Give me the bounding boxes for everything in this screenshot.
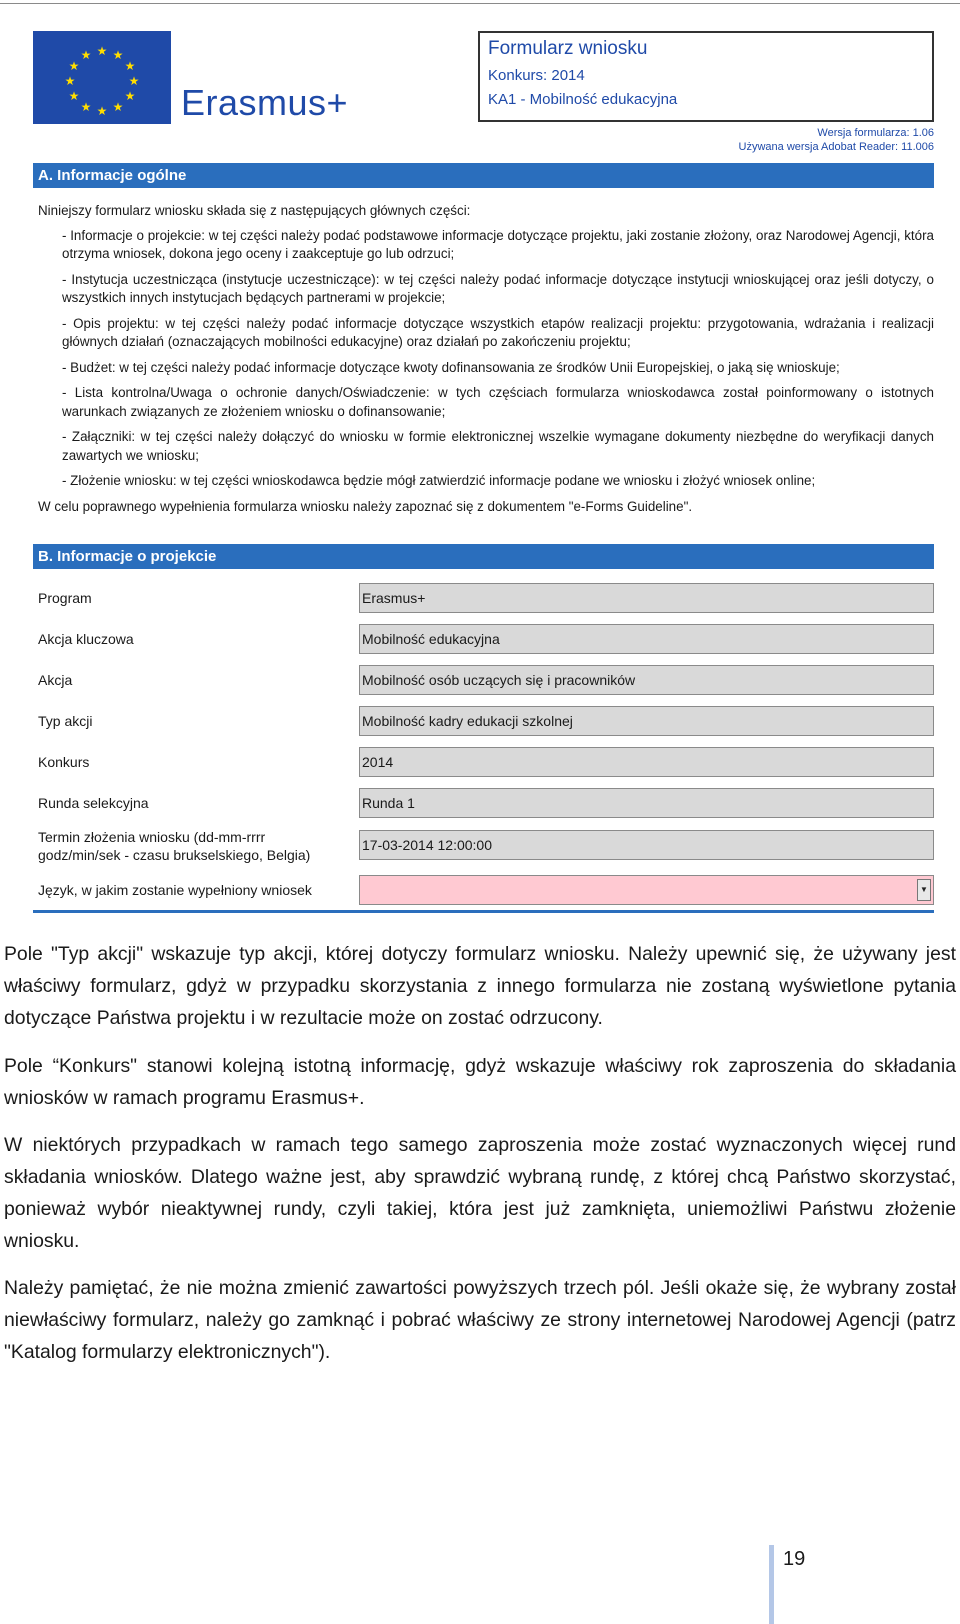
svg-text:★: ★ <box>80 48 92 62</box>
section-a-item: - Budżet: w tej części należy podać informacje dotyczące kwoty dofinansowania ze środków Unii Europejskiej, o jaką się wnioskuje; <box>62 359 840 375</box>
action-field[interactable]: Mobilność osób uczących się i pracowników <box>359 665 934 695</box>
page-number: 19 <box>783 1548 806 1570</box>
form-bottom-rule <box>33 910 934 913</box>
body-paragraph: Pole "Typ akcji" wskazuje typ akcji, której dotyczy formularz wniosku. Należy upewnić się, że używany jest właściwy formularz, gdyż w przypadku skorzystania z innego formularza nie zostaną wyświetlone pytania dotyczące Państwa projektu i w rezultacie może on zostać odrzucony. <box>4 943 956 1029</box>
program-field[interactable]: Erasmus+ <box>359 583 934 613</box>
key-action-field[interactable]: Mobilność edukacyjna <box>359 624 934 654</box>
action-line: KA1 - Mobilność edukacyjna <box>488 91 678 108</box>
field-label: Akcja kluczowa <box>38 631 134 647</box>
field-label: Język, w jakim zostanie wypełniony wniosek <box>38 882 312 898</box>
deadline-field[interactable]: 17-03-2014 12:00:00 <box>359 830 934 860</box>
section-a-item: - Informacje o projekcie: w tej części należy podać podstawowe informacje dotyczące projektu, jaki zostanie złożony, oraz Narodowej Agencji, która otrzyma wniosek, dokona jego oceny i zaakceptuje go lub odrzuci; <box>62 227 934 261</box>
section-a-content <box>38 202 934 516</box>
form-title: Formularz wniosku <box>488 38 648 59</box>
body-paragraph: Należy pamiętać, że nie można zmienić zawartości powyższych trzech pól. Jeśli okaże się, że wybrany został niewłaściwy formularz, należy go zamknąć i pobrać właściwy ze strony internetowej Narodowej Agencji (patrz "Katalog formularzy elektronicznych"). <box>4 1277 956 1363</box>
svg-text:★: ★ <box>64 74 76 88</box>
svg-text:★: ★ <box>80 100 92 114</box>
section-a-item: - Złożenie wniosku: w tej części wnioskodawca będzie mógł zatwierdzić informacje podane we wniosku i złożyć wniosek online; <box>62 473 816 488</box>
field-label: Akcja <box>38 672 73 688</box>
section-b-header: B. Informacje o projekcie <box>33 544 934 569</box>
body-paragraph: Pole “Konkurs" stanowi kolejną istotną informację, gdyż wskazuje właściwy rok zaproszenia do składania wniosków w ramach programu Erasmus+. <box>4 1055 956 1109</box>
field-label: Typ akcji <box>38 713 93 729</box>
contest-field[interactable]: 2014 <box>359 747 934 777</box>
svg-text:★: ★ <box>124 89 136 103</box>
round-field[interactable]: Runda 1 <box>359 788 934 818</box>
section-a-intro: Niniejszy formularz wniosku składa się z następujących głównych części: <box>38 203 471 218</box>
section-a-item: - Opis projektu: w tej części należy podać informacje dotyczące wszystkich etapów realizacji projektu: przygotowania, wdrażania i realizacji głównych działań (oznaczających mobilności edukacyjne) oraz działań po zakończeniu projektu; <box>62 315 934 349</box>
field-label: Termin złożenia wniosku (dd-mm-rrrr godz/min/sek - czasu brukselskiego, Belgia) <box>38 829 311 863</box>
svg-text:★: ★ <box>112 48 124 62</box>
section-a-item: - Lista kontrolna/Uwaga o ochronie danych/Oświadczenie: w tych częściach formularza wnioskodawca został poinformowany o istotnych warunkach związanych ze złożeniem wniosku o dofinansowanie; <box>62 385 934 419</box>
erasmus-logo-text: Erasmus+ <box>181 82 349 123</box>
field-label: Konkurs <box>38 754 90 770</box>
svg-text:★: ★ <box>96 104 108 118</box>
contest-line: Konkurs: 2014 <box>488 67 585 84</box>
section-a-item: - Załączniki: w tej części należy dołączyć do wniosku w formie elektronicznej wszelkie wymagane dokumenty niezbędne do weryfikacji danych zawartych we wniosku; <box>62 429 934 463</box>
svg-text:★: ★ <box>124 59 136 73</box>
language-select[interactable] <box>359 875 934 905</box>
svg-text:★: ★ <box>68 59 80 73</box>
form-info-box <box>478 31 934 122</box>
version-info <box>739 126 934 154</box>
svg-text:★: ★ <box>96 44 108 58</box>
field-label: Program <box>38 590 92 606</box>
action-type-field[interactable]: Mobilność kadry edukacji szkolnej <box>359 706 934 736</box>
section-a-item: - Instytucja uczestnicząca (instytucje uczestniczące): w tej części należy podać informacje dotyczące instytucji wnioskującej oraz jeśli dotyczy, o wszystkich innych instytucjach będących partnerami w projekcie; <box>62 271 934 305</box>
top-rule <box>0 3 960 4</box>
svg-text:★: ★ <box>128 74 140 88</box>
section-a-header: A. Informacje ogólne <box>33 163 934 188</box>
page-number-bar <box>769 1545 774 1624</box>
field-label: Runda selekcyjna <box>38 795 149 811</box>
eu-flag-logo <box>33 31 171 124</box>
section-a-outro: W celu poprawnego wypełnienia formularza wniosku należy zapoznać się z dokumentem "e-Forms Guideline". <box>38 498 693 514</box>
body-paragraph: W niektórych przypadkach w ramach tego samego zaproszenia może zostać wyznaczonych więcej rund składania wniosków. Dlatego ważne jest, aby sprawdzić wybraną rundę, z której chcą Państwo skorzystać, ponieważ wybór nieaktywnej rundy, czyli takiej, która jest już zamknięta, uniemożliwi Państwu złożenie wniosku. <box>4 1134 956 1252</box>
svg-text:★: ★ <box>68 89 80 103</box>
reader-version: Używana wersja Adobat Reader: 11.006 <box>738 141 934 153</box>
svg-text:★: ★ <box>112 100 124 114</box>
form-version: Wersja formularza: 1.06 <box>817 127 934 139</box>
dropdown-arrow-icon[interactable]: ▼ <box>917 879 931 901</box>
